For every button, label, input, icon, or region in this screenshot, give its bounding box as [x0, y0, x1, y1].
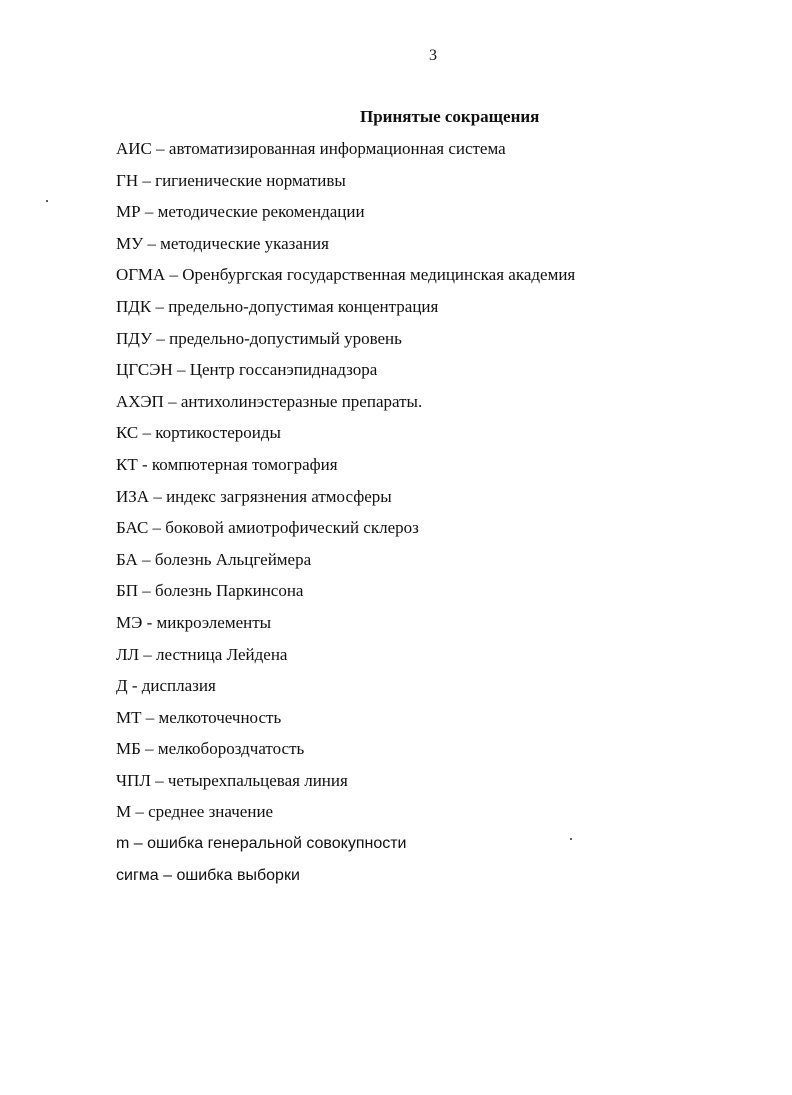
list-item: m – ошибка генеральной совокупности — [116, 835, 407, 853]
list-item: МЭ - микроэлементы — [116, 612, 272, 632]
list-item: МУ – методические указания — [116, 233, 329, 253]
list-item: КС – кортикостероиды — [116, 423, 281, 443]
page-number: 3 — [429, 47, 437, 64]
list-item: БП – болезнь Паркинсона — [116, 581, 304, 601]
list-item: ЦГСЭН – Центр госсанэпиднадзора — [116, 360, 378, 380]
list-item: АХЭП – антихолинэстеразные препараты. — [116, 391, 423, 411]
list-item: ОГМА – Оренбургская государственная медицинская академия — [116, 265, 576, 285]
list-item: ПДУ – предельно-допустимый уровень — [116, 328, 402, 348]
list-item: МБ – мелкобороздчатость — [116, 739, 305, 759]
page-title: Принятые сокращения — [360, 107, 540, 126]
scan-speck — [46, 200, 48, 202]
list-item: ПДК – предельно-допустимая концентрация — [116, 296, 439, 316]
scan-speck — [570, 838, 572, 840]
list-item: МР – методические рекомендации — [116, 202, 365, 222]
list-item: М – среднее значение — [116, 802, 274, 822]
abbreviation-list — [116, 139, 575, 897]
list-item: ГН – гигиенические нормативы — [116, 170, 346, 190]
list-item: КТ - компютерная томография — [116, 454, 338, 474]
list-item: сигма – ошибка выборки — [116, 866, 300, 884]
list-item: БАС – боковой амиотрофический склероз — [116, 518, 419, 538]
list-item: ЧПЛ – четырехпальцевая линия — [116, 770, 348, 790]
list-item: ЛЛ – лестница Лейдена — [116, 644, 288, 664]
list-item: АИС – автоматизированная информационная система — [116, 139, 506, 158]
list-item: Д - дисплазия — [116, 676, 216, 696]
list-item: МТ – мелкоточечность — [116, 707, 282, 727]
list-item: БА – болезнь Альцгеймера — [116, 549, 312, 569]
list-item: ИЗА – индекс загрязнения атмосферы — [116, 486, 392, 506]
